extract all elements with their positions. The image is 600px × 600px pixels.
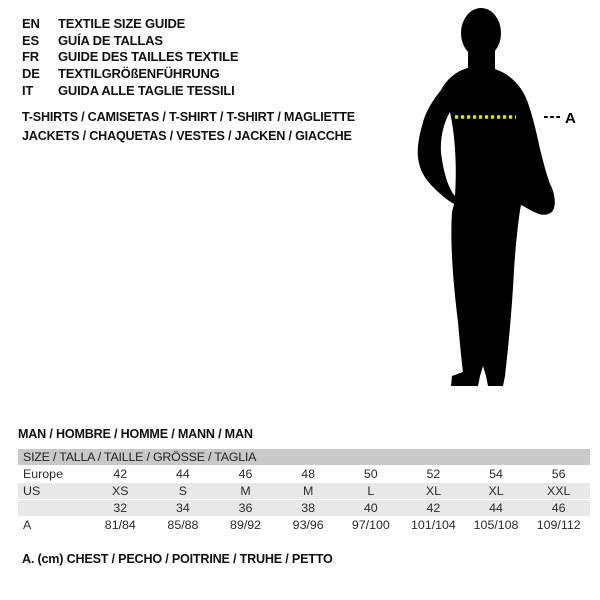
language-label: TEXTILE SIZE GUIDE (58, 15, 186, 31)
table-cell: 54 (489, 467, 503, 481)
language-label: GUIDE DES TAILLES TEXTILE (58, 49, 239, 65)
table-cell: 105/108 (473, 518, 519, 532)
table-cell: 38 (301, 501, 316, 515)
language-row (22, 49, 238, 66)
table-cell: 52 (426, 467, 441, 481)
table-cell: 109/112 (536, 518, 581, 532)
category-line-tshirts: T-SHIRTS / CAMISETAS / T-SHIRT / T-SHIRT / MAGLIETTE (22, 110, 355, 124)
size-table-body (18, 466, 590, 533)
language-label: GUIDA ALLE TAGLIE TESSILI (58, 83, 235, 99)
language-label: TEXTILGRÖßENFÜHRUNG (58, 66, 220, 82)
language-row (22, 32, 238, 49)
category-lines (22, 108, 355, 146)
table-cell: 46 (238, 467, 253, 481)
table-row (18, 483, 590, 499)
category-line-jackets: JACKETS / CHAQUETAS / VESTES / JACKEN / GIACCHE (22, 129, 352, 143)
man-silhouette-svg (400, 0, 600, 400)
table-row-label: US (23, 484, 41, 498)
table-cell: 34 (176, 501, 190, 515)
size-table-header: SIZE / TALLA / TAILLE / GRÖSSE / TAGLIA (18, 449, 590, 465)
table-cell: M (240, 484, 251, 498)
language-row (22, 82, 238, 99)
measurement-footnote: A. (cm) CHEST / PECHO / POITRINE / TRUHE / PETTO (22, 552, 333, 566)
table-cell: 42 (426, 501, 441, 515)
table-cell: 32 (113, 501, 128, 515)
table-row-label: Europe (23, 467, 63, 481)
man-silhouette-figure (400, 0, 600, 400)
table-row-label: A (23, 518, 32, 532)
table-cell: 93/96 (292, 518, 324, 532)
table-cell: 44 (489, 501, 503, 515)
table-cell: 46 (551, 501, 566, 515)
language-code: FR (22, 49, 39, 65)
table-cell: 36 (238, 501, 253, 515)
table-cell: 97/100 (351, 518, 390, 532)
table-cell: XXL (546, 484, 571, 498)
language-code: IT (22, 83, 34, 99)
silhouette-body (418, 67, 555, 386)
table-row (18, 500, 590, 516)
table-cell: 89/92 (230, 518, 262, 532)
table-cell: 42 (113, 467, 128, 481)
measurement-label-a: A (565, 110, 576, 127)
table-cell: 81/84 (104, 518, 136, 532)
table-cell: 44 (176, 467, 190, 481)
language-row (22, 65, 238, 82)
language-label: GUÍA DE TALLAS (58, 32, 163, 48)
language-code: ES (22, 32, 39, 48)
language-row (22, 15, 238, 32)
table-section-title: MAN / HOMBRE / HOMME / MANN / MAN (18, 427, 253, 441)
table-cell: L (367, 484, 375, 498)
table-cell: 56 (551, 467, 566, 481)
table-cell: 85/88 (167, 518, 199, 532)
table-cell: XL (488, 484, 504, 498)
table-cell: 40 (363, 501, 378, 515)
table-row (18, 517, 590, 533)
table-cell: S (178, 484, 188, 498)
language-code: EN (22, 15, 40, 31)
table-cell: M (303, 484, 314, 498)
table-cell: XL (425, 484, 442, 498)
table-row (18, 466, 590, 482)
table-cell: 48 (301, 467, 316, 481)
table-row-label (18, 500, 89, 516)
table-cell: 50 (363, 467, 378, 481)
table-cell: 101/104 (411, 518, 456, 532)
size-table (18, 449, 590, 534)
language-code: DE (22, 66, 40, 82)
table-cell: XS (112, 484, 129, 498)
language-guide-list (22, 15, 238, 99)
